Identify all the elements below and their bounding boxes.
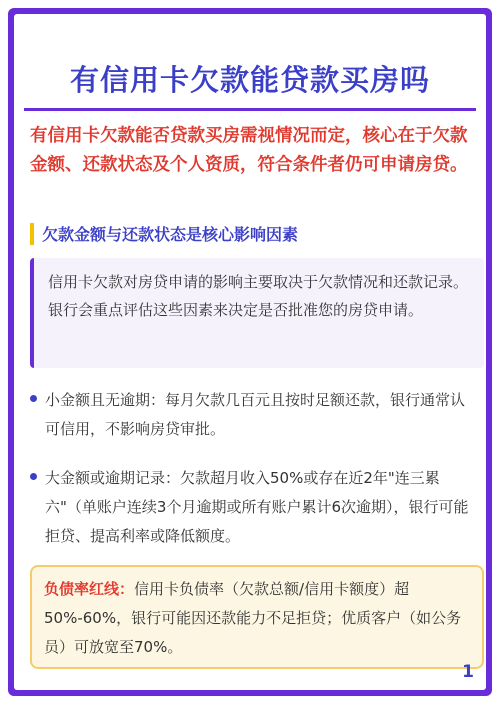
list-item-text: 小金额且无逾期：每月欠款几百元且按时足额还款，银行通常认可信用，不影响房贷审批。	[45, 391, 466, 438]
bullet-dot-icon	[30, 473, 37, 480]
list-item-text: 大金额或逾期记录：欠款超月收入50%或存在近2年"连三累六"（单账户连续3个月逾期或所有账户累计6次逾期），银行可能拒贷、提高利率或降低额度。	[45, 469, 469, 545]
page-frame	[8, 8, 492, 696]
section-heading	[30, 222, 298, 245]
bullet-dot-icon	[30, 395, 37, 402]
page-content	[14, 14, 486, 690]
note-text: 信用卡负债率（欠款总额/信用卡额度）超50%-60%，银行可能因还款能力不足拒贷；优质客户（如公务员）可放宽至70%。	[44, 580, 462, 656]
quote-box	[30, 258, 484, 368]
note-label: 负债率红线：	[44, 580, 135, 598]
section-title: 欠款金额与还款状态是核心影响因素	[42, 225, 299, 244]
quote-text: 信用卡欠款对房贷申请的影响主要取决于欠款情况和还款记录。银行会重点评估这些因素来决定是否批准您的房贷申请。	[48, 273, 469, 319]
lead-paragraph: 有信用卡欠款能否贷款买房需视情况而定，核心在于欠款金额、还款状态及个人资质，符合条件者仍可申请房贷。	[30, 126, 468, 175]
title-divider	[24, 108, 476, 111]
page-number: 1	[462, 662, 474, 682]
section-accent-bar	[30, 223, 34, 245]
page-title: 有信用卡欠款能贷款买房吗	[69, 63, 430, 97]
list-item	[30, 464, 470, 551]
note-box	[30, 565, 484, 669]
list-item	[30, 386, 470, 444]
